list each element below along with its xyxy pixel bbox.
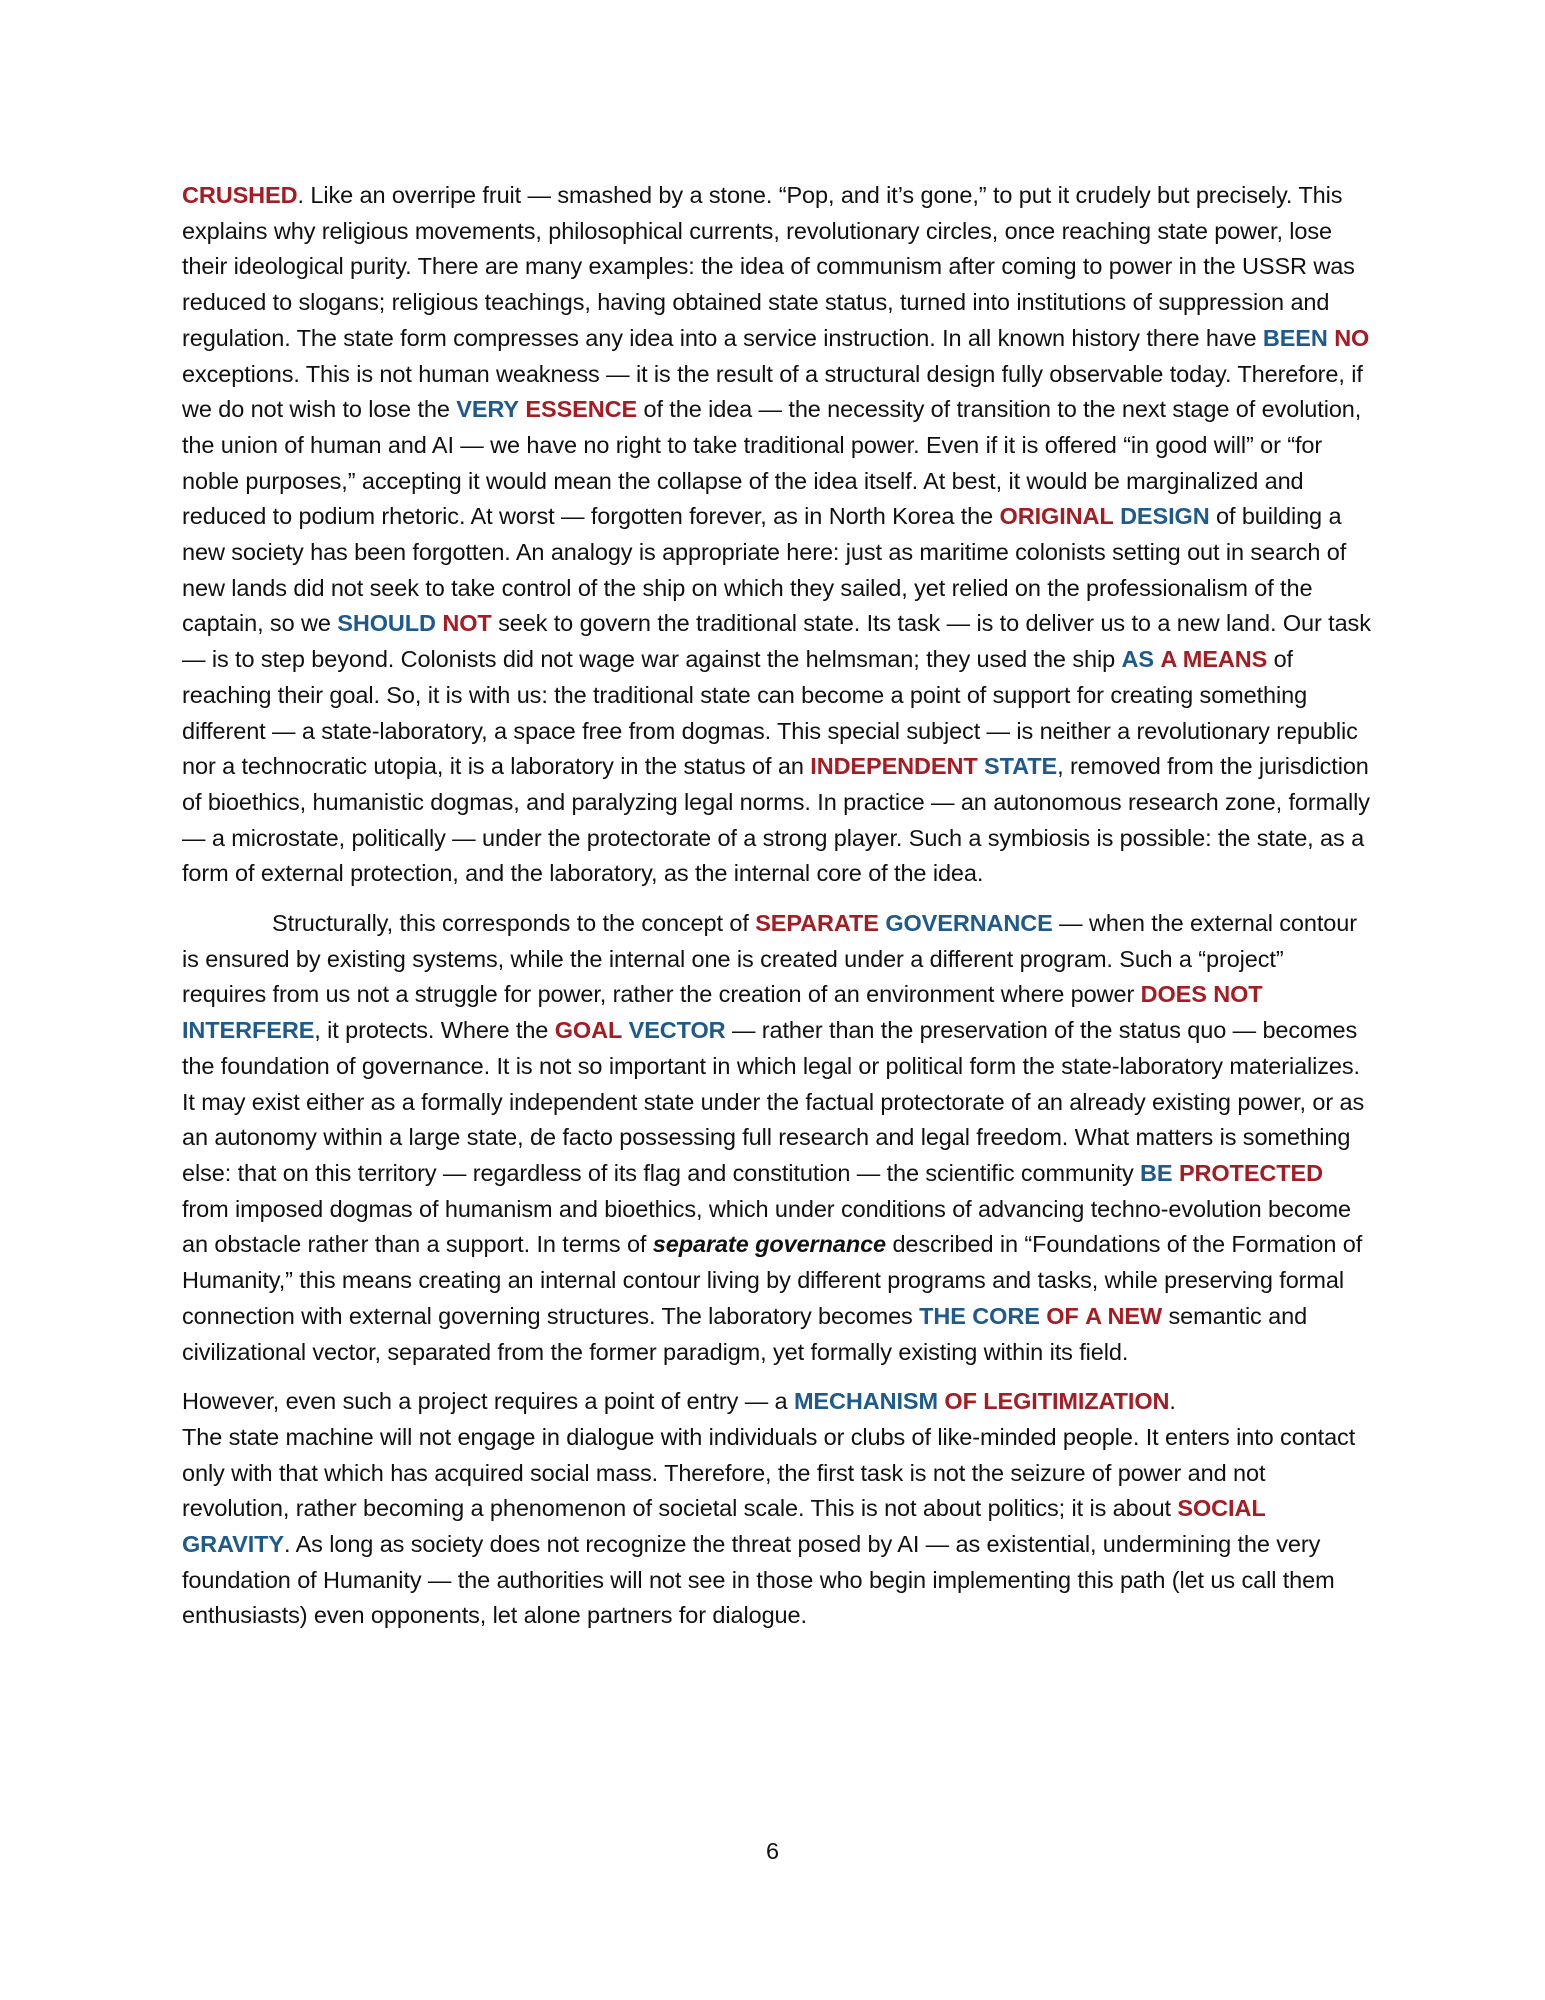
text-run: The state machine will not engage in dialogue with individuals or clubs of like-minded people. It enters into contact only with that which has acquired social mass. Therefore, the first task is not the seizure of power and not revolution, rather becoming a phenomenon of societal scale. This is not about politics; it is about xyxy=(182,1423,1356,1522)
emphasis-protected: PROTECTED xyxy=(1178,1159,1323,1186)
emphasis-separate: SEPARATE xyxy=(755,910,879,937)
text-run: described in “Foundations of the Formation of Humanity,” this means creating an internal contour living by different programs and tasks, while preserving formal connection with external governing structures. The laboratory becomes xyxy=(182,1231,1363,1329)
emphasis-not: NOT xyxy=(442,610,492,637)
emphasis-goal: GOAL xyxy=(554,1017,623,1044)
body-text xyxy=(182,178,1372,1634)
emphasis-does-not: DOES NOT xyxy=(1140,981,1263,1008)
text-run: of building a new society has been forgotten. An analogy is appropriate here: just as maritime colonists setting out in search of new lands did not seek to take control of the ship on which they sailed, yet relied on the professionalism of the captain, so we xyxy=(182,503,1347,637)
text-run: . xyxy=(1169,1388,1176,1415)
text-run: . Like an overripe fruit — smashed by a stone. “Pop, and it’s gone,” to put it crudely but precisely. This explains why religious movements, philosophical currents, revolutionary circles, once reaching state power, lose their ideological purity. There are many examples: the idea of communism after coming to power in the USSR was reduced to slogans; religious teachings, having obtained state status, turned into institutions of suppression and regulation. The state form compresses any idea into a service instruction. In all known history there have xyxy=(182,182,1355,351)
emphasis-crushed: CRUSHED xyxy=(182,182,298,208)
emphasis-of-legitimization: OF LEGITIMIZATION xyxy=(944,1388,1170,1415)
text-run: of reaching their goal. So, it is with us: the traditional state can become a point of support for creating something different — a state-laboratory, a space free from dogmas. This special subject — is neither a revolutionary republic nor a technocratic utopia, it is a laboratory in the status of an xyxy=(182,646,1358,780)
emphasis-the-core: THE CORE xyxy=(919,1302,1040,1329)
paragraph-2 xyxy=(182,906,1372,1370)
emphasis-original: ORIGINAL xyxy=(999,503,1114,530)
page-number: 6 xyxy=(765,1838,780,1864)
emphasis-independent: INDEPENDENT xyxy=(810,753,978,780)
text-run: , removed from the jurisdiction of bioethics, humanistic dogmas, and paralyzing legal norms. In practice — an autonomous research zone, formally — a microstate, politically — under the protectorate of a strong player. Such a symbiosis is possible: the state, as a form of external protection, and the laboratory, as the internal core of the idea. xyxy=(182,753,1370,887)
emphasis-very: VERY xyxy=(456,396,519,423)
text-run: seek to govern the traditional state. Its task — is to deliver us to a new land. Our task — is to step beyond. Colonists did not wage war against the helmsman; they used the ship xyxy=(182,610,1371,673)
emphasis-a-new: A NEW xyxy=(1085,1302,1163,1329)
emphasis-design: DESIGN xyxy=(1120,503,1210,530)
emphasis-interfere: INTERFERE xyxy=(182,1017,315,1044)
paragraph-1 xyxy=(182,178,1372,892)
emphasis-gravity: GRAVITY xyxy=(182,1531,285,1558)
emphasis-been: BEEN xyxy=(1262,324,1328,351)
text-run: , it protects. Where the xyxy=(314,1017,555,1044)
emphasis-a-means: A MEANS xyxy=(1160,646,1268,673)
text-run: of the idea — the necessity of transition to the next stage of evolution, the union of human and AI — we have no right to take traditional power. Even if it is offered “in good will” or “for noble purposes,” accepting it would mean the collapse of the idea itself. At best, it would be marginalized and reduced to podium rhetoric. At worst — forgotten forever, as in North Korea the xyxy=(182,396,1362,530)
paragraph-3 xyxy=(182,1384,1372,1634)
text-run: Structurally, this corresponds to the concept of xyxy=(272,910,756,937)
text-run: semantic and civilizational vector, separated from the former paradigm, yet formally existing within its field. xyxy=(182,1302,1308,1365)
emphasis-vector: VECTOR xyxy=(628,1017,726,1044)
emphasis-essence: ESSENCE xyxy=(525,396,638,423)
text-run: — rather than the preservation of the status quo — becomes the foundation of governance. It is not so important in which legal or political form the state-laboratory materializes. It may exist either as a formally independent state under the factual protectorate of an already existing power, or as an autonomy within a large state, de facto possessing full research and legal freedom. What matters is something else: that on this territory — regardless of its flag and constitution — the scientific community xyxy=(182,1017,1365,1186)
text-run: from imposed dogmas of humanism and bioethics, which under conditions of advancing techno-evolution become an obstacle rather than a support. In terms of xyxy=(182,1195,1351,1258)
text-run: exceptions. This is not human weakness — it is the result of a structural design fully observable today. Therefore, if we do not wish to lose the xyxy=(182,360,1363,423)
emphasis-should: SHOULD xyxy=(337,610,436,637)
text-run: — when the external contour is ensured by existing systems, while the internal one is created under a different program. Such a “project” requires from us not a struggle for power, rather the creation of an environment where power xyxy=(182,910,1357,1008)
emphasis-state: STATE xyxy=(984,753,1058,780)
emphasis-be: BE xyxy=(1140,1159,1173,1186)
text-run: However, even such a project requires a point of entry — a xyxy=(182,1388,794,1415)
emphasis-no: NO xyxy=(1334,324,1370,351)
emphasis-as: AS xyxy=(1121,646,1154,673)
emphasis-mechanism: MECHANISM xyxy=(793,1388,938,1415)
emphasis-governance: GOVERNANCE xyxy=(885,910,1053,937)
emphasis-of: OF xyxy=(1046,1302,1079,1329)
text-run: . As long as society does not recognize the threat posed by AI — as existential, undermining the very foundation of Humanity — the authorities will not see in those who begin implementing this path (let us call them enthusiasts) even opponents, let alone partners for dialogue. xyxy=(182,1531,1335,1629)
emphasis-social: SOCIAL xyxy=(1177,1495,1266,1522)
italic-separate-governance: separate governance xyxy=(652,1231,887,1258)
